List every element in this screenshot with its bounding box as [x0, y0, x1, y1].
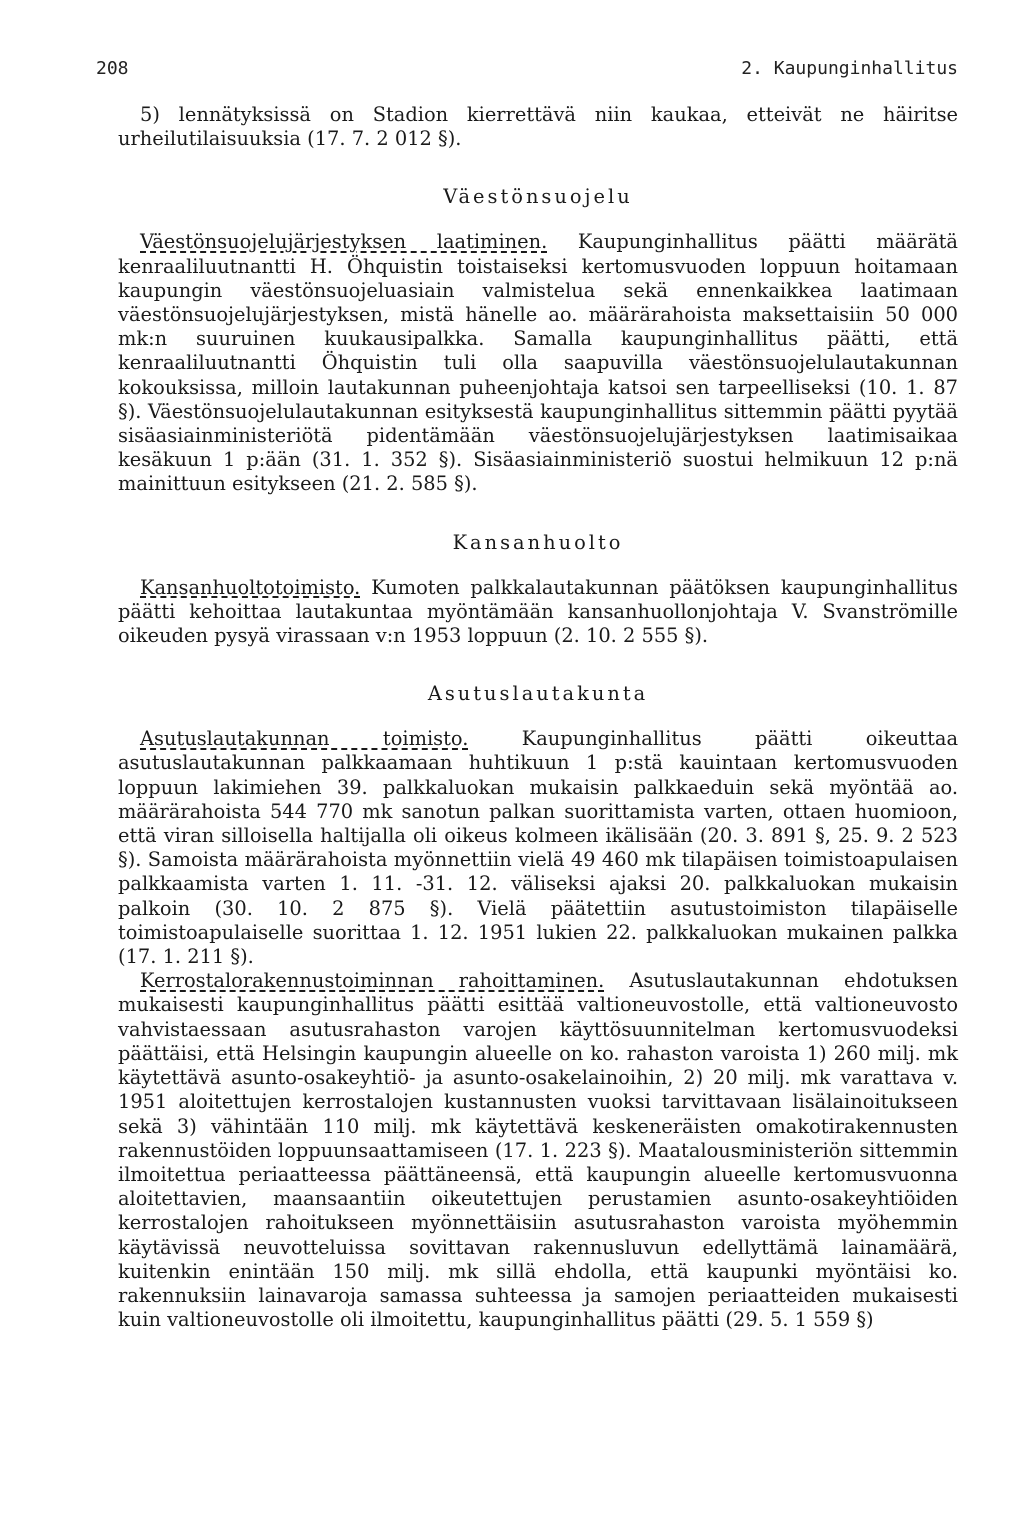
paragraph-kansanhuolto [118, 576, 958, 649]
lead-kansanhuoltotoimisto: Kansanhuoltotoimisto. [140, 575, 361, 599]
lead-asutuslautakunnan-toimisto: Asutuslautakunnan toimisto. [140, 727, 469, 751]
paragraph-kerrostalorakennustoiminta [118, 969, 958, 1332]
document-page [96, 58, 959, 1332]
text-asutuslautakunnan-toimisto: Kaupunginhallitus päätti oikeuttaa asutuslautakunnan palkkaamaan huhtikuun 1 p:stä kauintaan kertomusvuoden loppuun lakimiehen 39. palkkaluokan mukaisin palkkaeduin sekä myöntää ao. määrärahoista 544 770 mk sanotun palkan suorittamista varten, ottaen huomioon, että viran silloisella haltijalla oli oikeus kolmeen ikälisään (20. 3. 891 §, 25. 9. 2 523 §). Samoista määrärahoista myönnettiin vielä 49 460 mk tilapäisen toimistoapulaisen palkkaamista varten 1. 11. -31. 12. väliseksi ajaksi 20. palkkaluokan mukaisin palkoin (30. 10. 2 875 §). Vielä päätettiin asutustoimiston tilapäiselle toimistoapulaiselle suorittaa 1. 12. 1951 lukien 22. palkkaluokan mukainen palkka (17. 1. 211 §). [118, 727, 958, 969]
lead-kerrostalorakennustoiminta: Kerrostalorakennustoiminnan rahoittaminen. [140, 969, 605, 993]
paragraph-vaestonsuojelu [118, 230, 958, 496]
paragraph-asutuslautakunnan-toimisto [118, 727, 958, 969]
section-heading-asutuslautakunta: Asutuslautakunta [427, 682, 649, 706]
lead-vaestonsuojelujarjestys: Väestönsuojelujärjestyksen laatiminen. [140, 230, 548, 254]
text-kansanhuoltotoimisto: Kumoten palkkalautakunnan päätöksen kaupunginhallitus päätti kehoittaa lautakuntaa myöntämään kansanhuollonjohtaja V. Svanströmille oikeuden pysyä virassaan v:n 1953 loppuun (2. 10. 2 555 §). [118, 575, 958, 648]
section-heading-kansanhuolto: Kansanhuolto [452, 530, 624, 554]
running-title: 2. Kaupunginhallitus [741, 58, 958, 79]
section-heading-vaestonsuojelu: Väestönsuojelu [443, 185, 633, 209]
text-vaestonsuojelujarjestys: Kaupunginhallitus päätti määrätä kenraaliluutnantti H. Öhquistin toistaiseksi kertomusvuoden loppuun hoitamaan kaupungin väestönsuojeluasiain valmistelua sekä ennenkaikkea laatimaan väestönsuojelujärjestyksen, mistä hänelle ao. määrärahoista maksettaisiin 50 000 mk:n suuruinen kuukausipalkka. Samalla kaupunginhallitus päätti, että kenraaliluutnantti Öhquistin tuli olla saapuvilla väestönsuojelulautakunnan kokouksissa, milloin lautakunnan puheenjohtaja katsoi sen tarpeelliseksi (10. 1. 87 §). Väestönsuojelulautakunnan esityksestä kaupunginhallitus sittemmin päätti pyytää sisäasiainministeriötä pidentämään väestönsuojelujärjestyksen laatimisaikaa kesäkuun 1 p:ään (31. 1. 352 §). Sisäasiainministeriö suostui helmikuun 12 p:nä mainittuun esitykseen (21. 2. 585 §). [118, 230, 958, 496]
text-kerrostalorakennustoiminta: Asutuslautakunnan ehdotuksen mukaisesti kaupunginhallitus päätti esittää valtioneuvostolle, että valtioneuvosto vahvistaessaan asutusrahaston varojen käyttösuunnitelman kertomusvuodeksi päättäisi, että Helsingin kaupungin alueelle on ko. rahaston varoista 1) 260 milj. mk käytettävä asunto-osakeyhtiö- ja asunto-osakelainoihin, 2) 20 milj. mk varattava v. 1951 aloitettujen kerrostalojen kustannusten vuoksi tarvittavaan lisälainoitukseen sekä 3) vähintään 110 milj. mk käytettävä keskeneräisten omakotirakennusten rakennustöiden loppuunsaattamiseen (17. 1. 223 §). Maatalousministeriön sittemmin ilmoitettua periaatteessa päättäneensä, että kaupungin alueelle kertomusvuonna aloitettavien, maansaantiin oikeutettujen perustamien asunto-osakeyhtiöiden kerrostalojen rahoitukseen myönnettäisiin asutusrahaston varoista myöhemmin käytävissä neuvotteluissa sovittavan rakennusluvun edellyttämä lainamäärä, kuitenkin enintään 150 milj. mk sillä ehdolla, että kaupunki myöntäisi ko. rakennuksiin lainavaroja samassa suhteessa ja samojen periaatteiden mukaisesti kuin valtioneuvostolle oli ilmoitettu, kaupunginhallitus päätti (29. 5. 1 559 §) [118, 969, 959, 1332]
running-head [96, 58, 958, 79]
page-number: 208 [96, 58, 129, 79]
intro-paragraph: 5) lennätyksissä on Stadion kierrettävä niin kaukaa, etteivät ne häiritse urheilutilaisuuksia (17. 7. 2 012 §). [118, 103, 958, 151]
